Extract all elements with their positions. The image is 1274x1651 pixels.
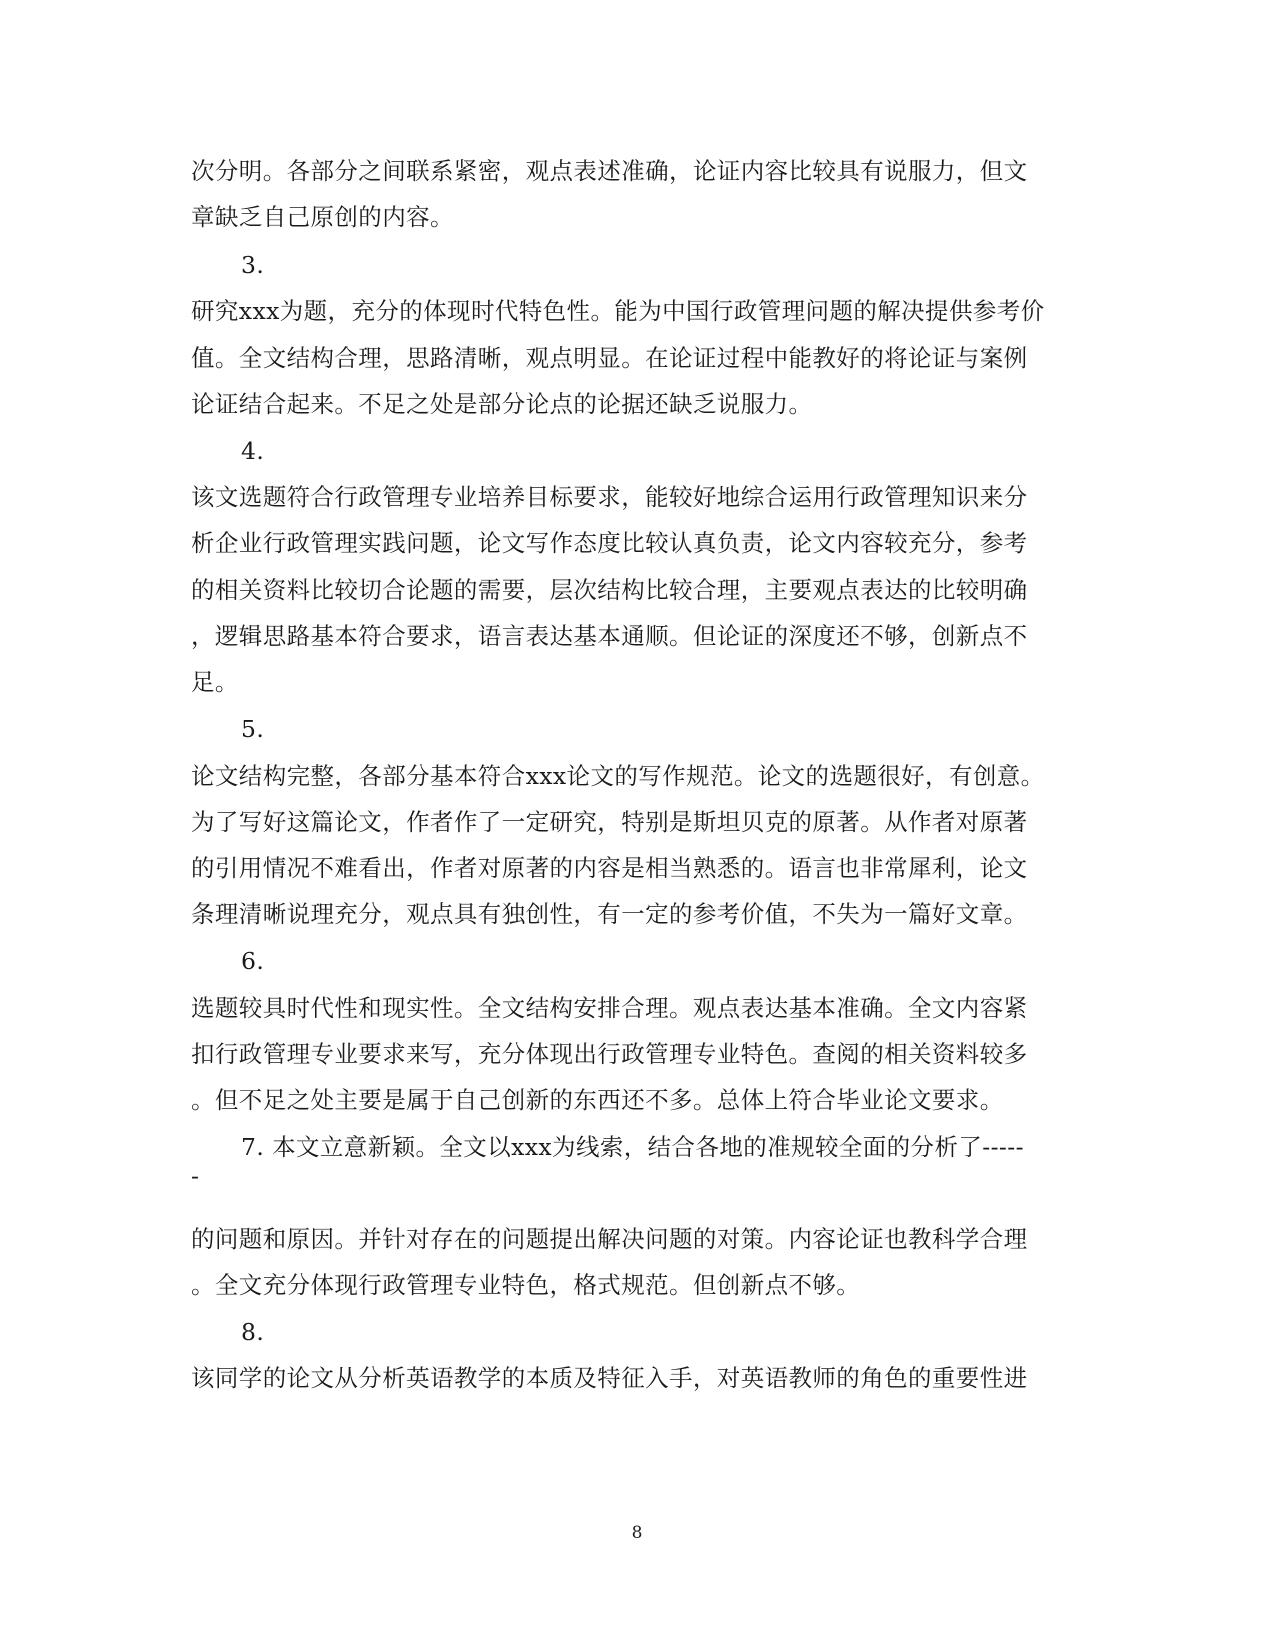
text-line: 论证结合起来。不足之处是部分论点的论据还缺乏说服力。 [191, 390, 813, 418]
list-number: 3. [241, 251, 265, 279]
text-line: 的相关资料比较切合论题的需要，层次结构比较合理，主要观点表达的比较明确 [191, 576, 1028, 604]
text-line: 的引用情况不难看出，作者对原著的内容是相当熟悉的。语言也非常犀利，论文 [191, 854, 1028, 882]
text-line: 扣行政管理专业要求来写，充分体现出行政管理专业特色。查阅的相关资料较多 [191, 1040, 1028, 1068]
text-line: 该文选题符合行政管理专业培养目标要求，能较好地综合运用行政管理知识来分 [191, 483, 1028, 511]
text-line: 。但不足之处主要是属于自己创新的东西还不多。总体上符合毕业论文要求。 [191, 1086, 1004, 1114]
text-line: 次分明。各部分之间联系紧密，观点表述准确，论证内容比较具有说服力，但文 [191, 157, 1028, 185]
text-line: 析企业行政管理实践问题，论文写作态度比较认真负责，论文内容较充分，参考 [191, 529, 1028, 557]
text-line: 条理清晰说理充分，观点具有独创性，有一定的参考价值，不失为一篇好文章。 [191, 900, 1028, 928]
text-line: 足。 [191, 668, 239, 696]
page-number: 8 [631, 1523, 643, 1543]
list-number: 6. [241, 947, 265, 975]
text-line: - [191, 1162, 200, 1190]
text-line: 章缺乏自己原创的内容。 [191, 203, 454, 231]
text-line: 该同学的论文从分析英语教学的本质及特征入手，对英语教师的角色的重要性进 [191, 1364, 1028, 1392]
text-line: 论文结构完整，各部分基本符合xxx论文的写作规范。论文的选题很好，有创意。 [191, 762, 1045, 790]
list-number: 4. [241, 437, 265, 465]
list-number: 5. [241, 715, 265, 743]
text-line: 为了写好这篇论文，作者作了一定研究，特别是斯坦贝克的原著。从作者对原著 [191, 808, 1028, 836]
text-line: 的问题和原因。并针对存在的问题提出解决问题的对策。内容论证也教科学合理 [191, 1225, 1028, 1253]
text-line: 选题较具时代性和现实性。全文结构安排合理。观点表达基本准确。全文内容紧 [191, 994, 1028, 1022]
text-line: ，逻辑思路基本符合要求，语言表达基本通顺。但论证的深度还不够，创新点不 [191, 622, 1028, 650]
text-line: 值。全文结构合理，思路清晰，观点明显。在论证过程中能教好的将论证与案例 [191, 344, 1028, 372]
text-line: 7. 本文立意新颖。全文以xxx为线索，结合各地的准规较全面的分析了----- [241, 1133, 1024, 1161]
text-line: 研究xxx为题，充分的体现时代特色性。能为中国行政管理问题的解决提供参考价 [191, 297, 1045, 325]
text-line: 。全文充分体现行政管理专业特色，格式规范。但创新点不够。 [191, 1271, 861, 1299]
list-number: 8. [241, 1318, 265, 1346]
